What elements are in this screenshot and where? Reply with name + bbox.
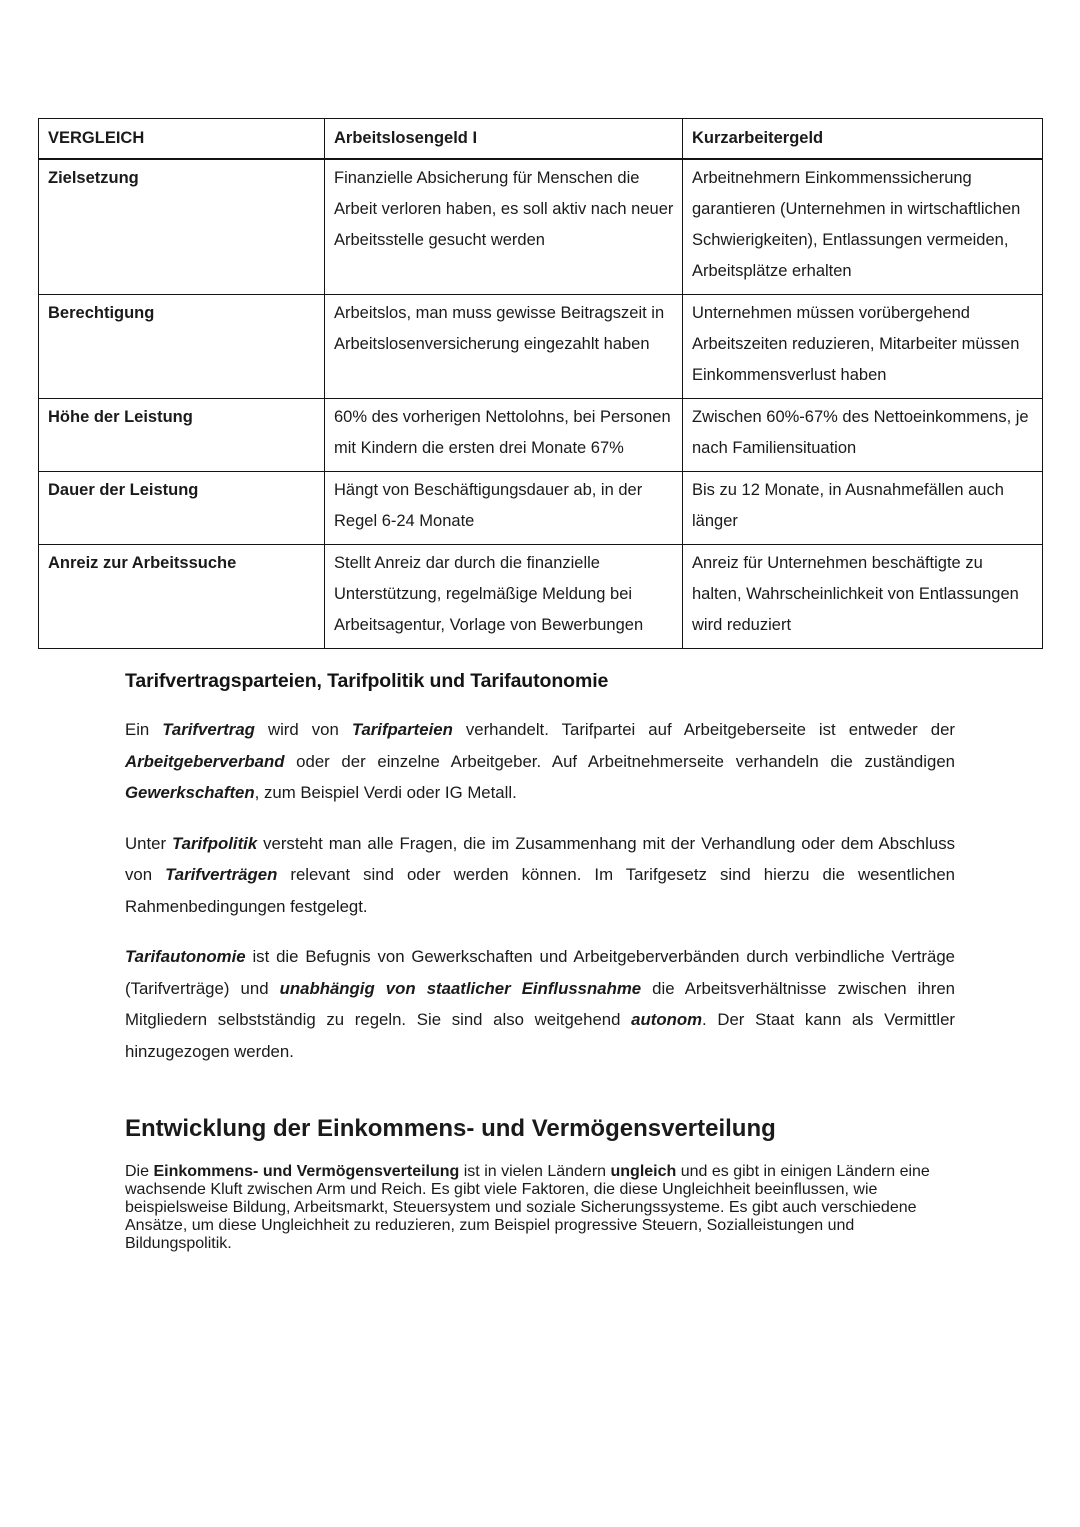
emphasis-term: unabhängig von staatlicher Einflussnahme xyxy=(279,978,642,998)
emphasis-term: Tarifpolitik xyxy=(172,833,258,853)
comparison-table-container xyxy=(38,118,1042,649)
cell-alg1: 60% des vorherigen Nettolohns, bei Personen mit Kindern die ersten drei Monate 67% xyxy=(325,399,683,472)
table-row xyxy=(39,472,1043,545)
table-header xyxy=(39,119,1043,160)
row-criterion: Anreiz zur Arbeitssuche xyxy=(39,545,325,649)
table-row xyxy=(39,159,1043,295)
row-criterion: Zielsetzung xyxy=(39,159,325,295)
row-criterion: Höhe der Leistung xyxy=(39,399,325,472)
paragraph: Tarifautonomie ist die Befugnis von Gewerkschaften und Arbeitgeberverbänden durch verbindliche Verträge (Tarifverträge) und unabhängig von staatlicher Einflussnahme die Arbeitsverhältnisse zwischen ihren Mitgliedern selbstständig zu regeln. Sie sind also weitgehend autonom. Der Staat kann als Vermittler hinzugezogen werden. xyxy=(125,947,955,1061)
section-heading: Tarifvertragsparteien, Tarifpolitik und Tarifautonomie xyxy=(125,670,609,692)
paragraph: Die Einkommens- und Vermögensverteilung ist in vielen Ländern ungleich und es gibt in einigen Ländern eine wachsende Kluft zwischen Arm und Reich. Es gibt viele Faktoren, die diese Ungleichheit beeinflussen, wie beispielsweise Bildung, Arbeitsmarkt, Steuersystem und soziale Sicherungssysteme. Es gibt auch verschiedene Ansätze, um diese Ungleichheit zu reduzieren, zum Beispiel progressive Steuern, Sozialleistungen und Bildungspolitik. xyxy=(125,1162,930,1252)
emphasis-term: Gewerkschaften xyxy=(125,783,255,802)
cell-alg1: Arbeitslos, man muss gewisse Beitragszeit in Arbeitslosenversicherung eingezahlt haben xyxy=(325,295,683,399)
emphasis-term: Arbeitgeberverband xyxy=(125,751,285,771)
cell-kug: Anreiz für Unternehmen beschäftigte zu halten, Wahrscheinlichkeit von Entlassungen wird reduziert xyxy=(683,545,1043,649)
cell-kug: Bis zu 12 Monate, in Ausnahmefällen auch länger xyxy=(683,472,1043,545)
section-einkommensverteilung xyxy=(125,1095,955,1269)
table-header-row xyxy=(39,119,1043,160)
column-header-kurzarbeitergeld: Kurzarbeitergeld xyxy=(683,119,1043,160)
section-tarifvertragsparteien xyxy=(125,668,955,1067)
table-row xyxy=(39,295,1043,399)
comparison-table xyxy=(38,118,1043,649)
paragraph: Ein Tarifvertrag wird von Tarifparteien verhandelt. Tarifpartei auf Arbeitgeberseite ist entweder der Arbeitgeberverband oder der einzelne Arbeitgeber. Auf Arbeitnehmerseite verhandeln die zuständigen Gewerkschaften, zum Beispiel Verdi oder IG Metall. xyxy=(125,720,956,802)
table-body xyxy=(39,159,1043,649)
cell-kug: Arbeitnehmern Einkommenssicherung garantieren (Unternehmen in wirtschaftlichen Schwierigkeiten), Entlassungen vermeiden, Arbeitsplätze erhalten xyxy=(683,159,1043,295)
emphasis-term: Tarifverträgen xyxy=(165,865,278,884)
cell-alg1: Stellt Anreiz dar durch die finanzielle Unterstützung, regelmäßige Meldung bei Arbeitsagentur, Vorlage von Bewerbungen xyxy=(325,545,683,649)
cell-kug: Zwischen 60%-67% des Nettoeinkommens, je nach Familiensituation xyxy=(683,399,1043,472)
cell-alg1: Finanzielle Absicherung für Menschen die Arbeit verloren haben, es soll aktiv nach neuer Arbeitsstelle gesucht werden xyxy=(325,159,683,295)
cell-kug: Unternehmen müssen vorübergehend Arbeitszeiten reduzieren, Mitarbeiter müssen Einkommensverlust haben xyxy=(683,295,1043,399)
emphasis-term: ungleich xyxy=(610,1162,677,1180)
section-heading: Entwicklung der Einkommens- und Vermögensverteilung xyxy=(125,1114,776,1142)
emphasis-term: Tarifautonomie xyxy=(125,947,246,966)
column-header-arbeitslosengeld: Arbeitslosengeld I xyxy=(325,119,683,160)
row-criterion: Berechtigung xyxy=(39,295,325,399)
cell-alg1: Hängt von Beschäftigungsdauer ab, in der Regel 6-24 Monate xyxy=(325,472,683,545)
column-header-vergleich: VERGLEICH xyxy=(39,119,325,160)
table-row xyxy=(39,399,1043,472)
emphasis-term: Tarifvertrag xyxy=(162,720,255,739)
table-row xyxy=(39,545,1043,649)
emphasis-term: Tarifparteien xyxy=(351,720,453,739)
row-criterion: Dauer der Leistung xyxy=(39,472,325,545)
emphasis-term: autonom xyxy=(631,1010,703,1029)
emphasis-term: Einkommens- und Vermögensverteilung xyxy=(153,1162,460,1180)
paragraph: Unter Tarifpolitik versteht man alle Fragen, die im Zusammenhang mit der Verhandlung oder dem Abschluss von Tarifverträgen relevant sind oder werden können. Im Tarifgesetz sind hierzu die wesentlichen Rahmenbedingungen festgelegt. xyxy=(125,833,955,916)
